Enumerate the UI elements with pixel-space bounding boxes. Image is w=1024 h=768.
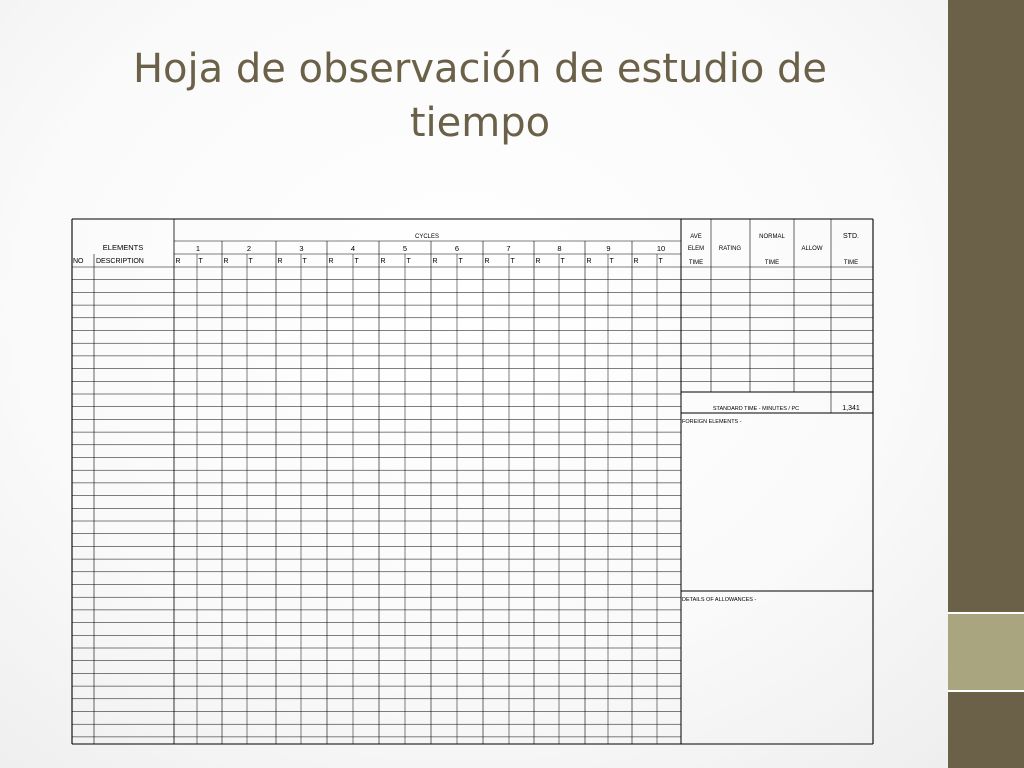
r-column-label: R: [484, 258, 490, 265]
allowances-label: DETAILS OF ALLOWANCES -: [682, 597, 757, 603]
rating-header: RATING: [718, 246, 742, 252]
ave-header-line1: AVE: [690, 234, 702, 240]
t-column-label: T: [658, 258, 663, 265]
cycle-number-labels: [196, 244, 665, 253]
t-column-label: T: [560, 258, 565, 265]
cycle-number-10: 10: [656, 244, 666, 253]
cycle-number-8: 8: [557, 244, 562, 253]
rt-column-labels: [176, 258, 664, 265]
r-column-label: R: [586, 258, 592, 265]
foreign-elements-label: FOREIGN ELEMENTS -: [682, 419, 742, 425]
cycle-number-9: 9: [606, 244, 611, 253]
t-column-label: T: [510, 258, 515, 265]
r-column-label: R: [535, 258, 541, 265]
r-column-label: R: [175, 258, 181, 265]
r-column-label: R: [380, 258, 386, 265]
normal-header-line1: NORMAL: [759, 234, 785, 240]
r-column-label: R: [328, 258, 334, 265]
slide-title: Hoja de observación de estudio de tiempo: [132, 46, 828, 146]
cycles-header: CYCLES: [414, 234, 440, 240]
ave-header-line2: ELEM: [687, 246, 705, 252]
t-column-label: T: [198, 258, 203, 265]
cycle-number-1: 1: [195, 244, 201, 253]
cycle-number-4: 4: [350, 244, 356, 253]
r-column-label: R: [432, 258, 438, 265]
sidebar-divider-top: [948, 612, 1024, 614]
t-column-label: T: [302, 258, 307, 265]
cycle-number-2: 2: [246, 244, 252, 253]
r-column-label: R: [223, 258, 229, 265]
t-column-label: T: [354, 258, 359, 265]
std-header-line2: TIME: [843, 260, 859, 266]
col-no-header: NO: [73, 258, 84, 265]
t-column-label: T: [406, 258, 411, 265]
r-column-label: R: [633, 258, 639, 265]
col-description-header: DESCRIPTION: [96, 258, 144, 265]
cycle-number-7: 7: [506, 244, 511, 253]
standard-time-label: STANDARD TIME - MINUTES / PC: [712, 406, 800, 412]
cycle-number-6: 6: [454, 244, 460, 253]
normal-header-line2: TIME: [764, 260, 780, 266]
sidebar-accent-block: [948, 614, 1024, 690]
t-column-label: T: [609, 258, 614, 265]
t-column-label: T: [248, 258, 253, 265]
sidebar-divider-bottom: [948, 690, 1024, 692]
std-header-line1: STD.: [843, 233, 859, 240]
cycle-number-5: 5: [402, 244, 408, 253]
elements-header: ELEMENTS: [102, 243, 144, 252]
t-column-label: T: [458, 258, 463, 265]
cycle-number-3: 3: [299, 244, 304, 253]
sheet-grid: [72, 219, 873, 744]
r-column-label: R: [277, 258, 283, 265]
allow-header: ALLOW: [801, 246, 823, 252]
ave-header-line3: TIME: [688, 260, 704, 266]
standard-time-value: 1,341: [842, 405, 860, 412]
